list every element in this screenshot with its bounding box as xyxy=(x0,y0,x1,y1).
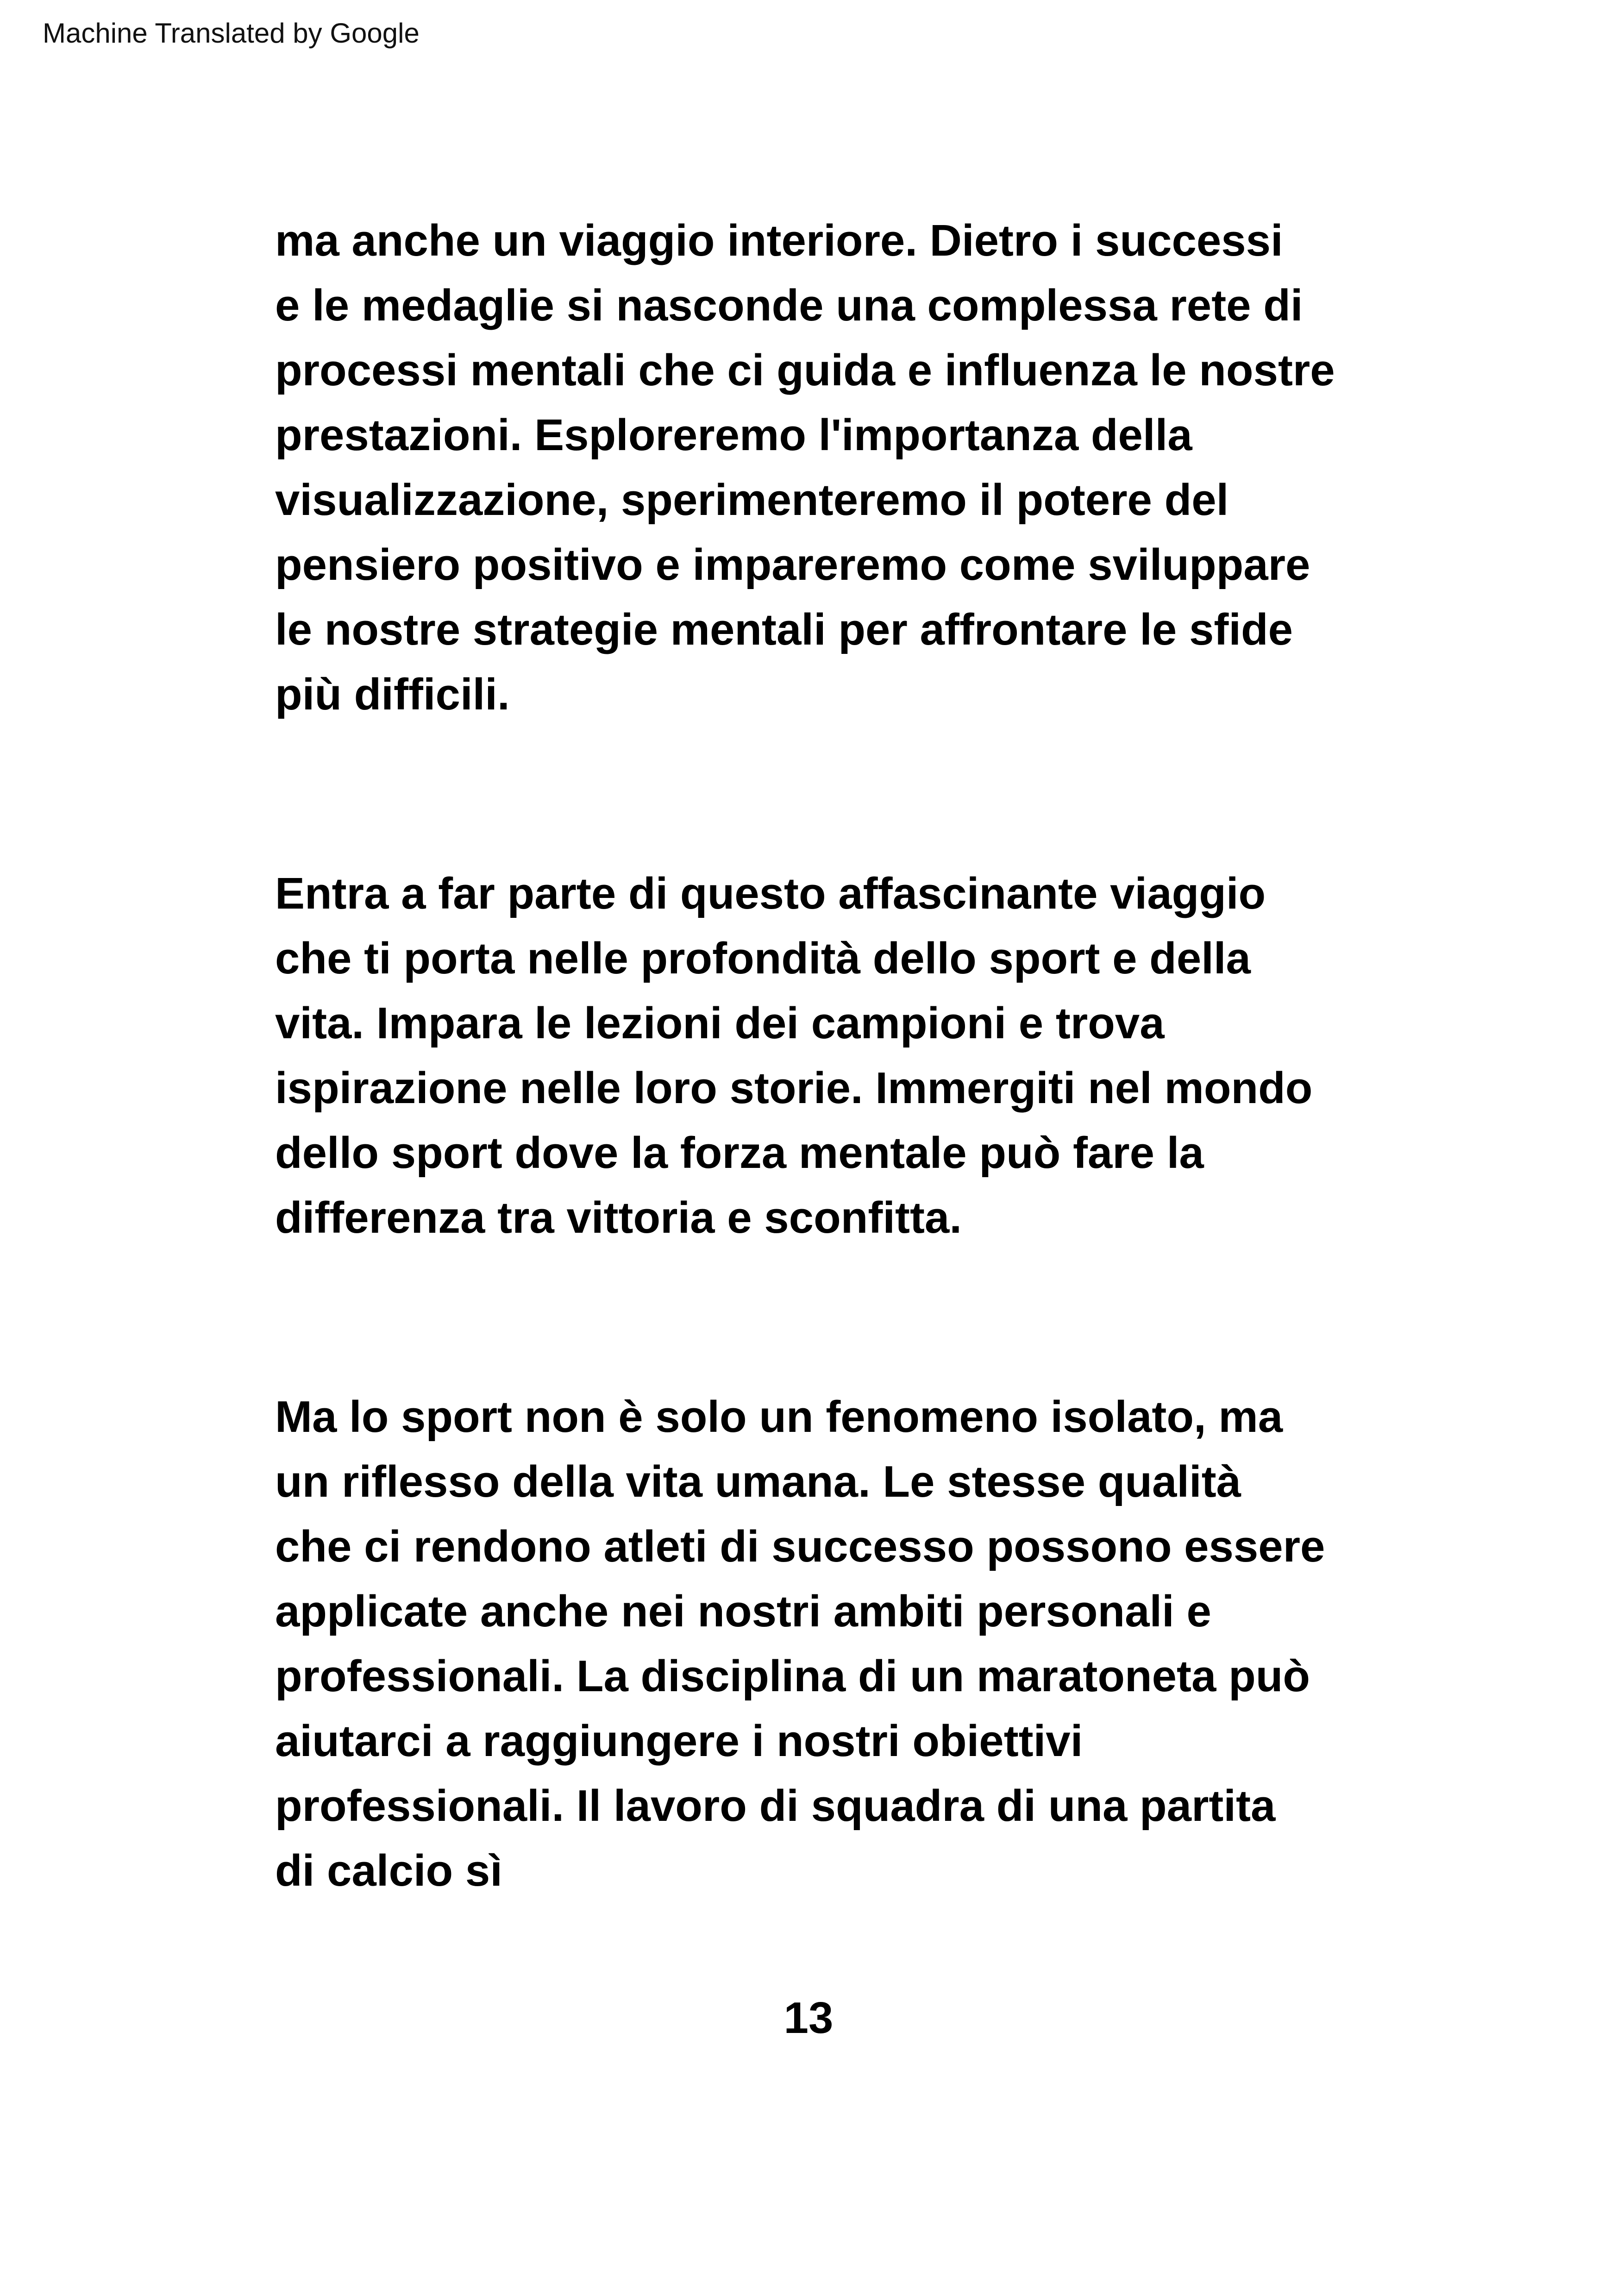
text-line: dello sport dove la forza mentale può fare la xyxy=(275,1128,1204,1178)
text-line: aiutarci a raggiungere i nostri obiettivi xyxy=(275,1716,1083,1766)
text-line: applicate anche nei nostri ambiti personali e xyxy=(275,1587,1211,1636)
page-number: 13 xyxy=(783,1993,834,2043)
text-line: vita. Impara le lezioni dei campioni e trova xyxy=(275,998,1165,1048)
text-line: più difficili. xyxy=(275,670,510,719)
text-line: ispirazione nelle loro storie. Immergiti nel mondo xyxy=(275,1063,1313,1113)
text-line: un riflesso della vita umana. Le stesse qualità xyxy=(275,1457,1241,1506)
text-line: pensiero positivo e impareremo come sviluppare xyxy=(275,540,1310,590)
text-line: di calcio sì xyxy=(275,1846,502,1895)
text-line: che ti porta nelle profondità dello sport e della xyxy=(275,934,1251,983)
text-line: Ma lo sport non è solo un fenomeno isolato, ma xyxy=(275,1392,1283,1442)
text-line: e le medaglie si nasconde una complessa rete di xyxy=(275,281,1303,330)
text-line: prestazioni. Esploreremo l'importanza della xyxy=(275,410,1192,460)
text-line: che ci rendono atleti di successo possono essere xyxy=(275,1522,1325,1571)
text-line: ma anche un viaggio interiore. Dietro i successi xyxy=(275,216,1283,265)
paragraph-3 xyxy=(275,1385,1396,1903)
text-line: le nostre strategie mentali per affrontare le sfide xyxy=(275,605,1293,654)
text-line: visualizzazione, sperimenteremo il potere del xyxy=(275,475,1229,525)
text-line: professionali. Il lavoro di squadra di una partita xyxy=(275,1781,1276,1831)
text-line: processi mentali che ci guida e influenza le nostre xyxy=(275,345,1335,395)
text-line: professionali. La disciplina di un maratoneta può xyxy=(275,1651,1310,1701)
machine-translation-banner: Machine Translated by Google xyxy=(43,18,420,49)
text-line: Entra a far parte di questo affascinante viaggio xyxy=(275,869,1266,918)
text-line: differenza tra vittoria e sconfitta. xyxy=(275,1193,962,1242)
paragraph-2 xyxy=(275,861,1396,1250)
paragraph-1 xyxy=(275,208,1396,727)
